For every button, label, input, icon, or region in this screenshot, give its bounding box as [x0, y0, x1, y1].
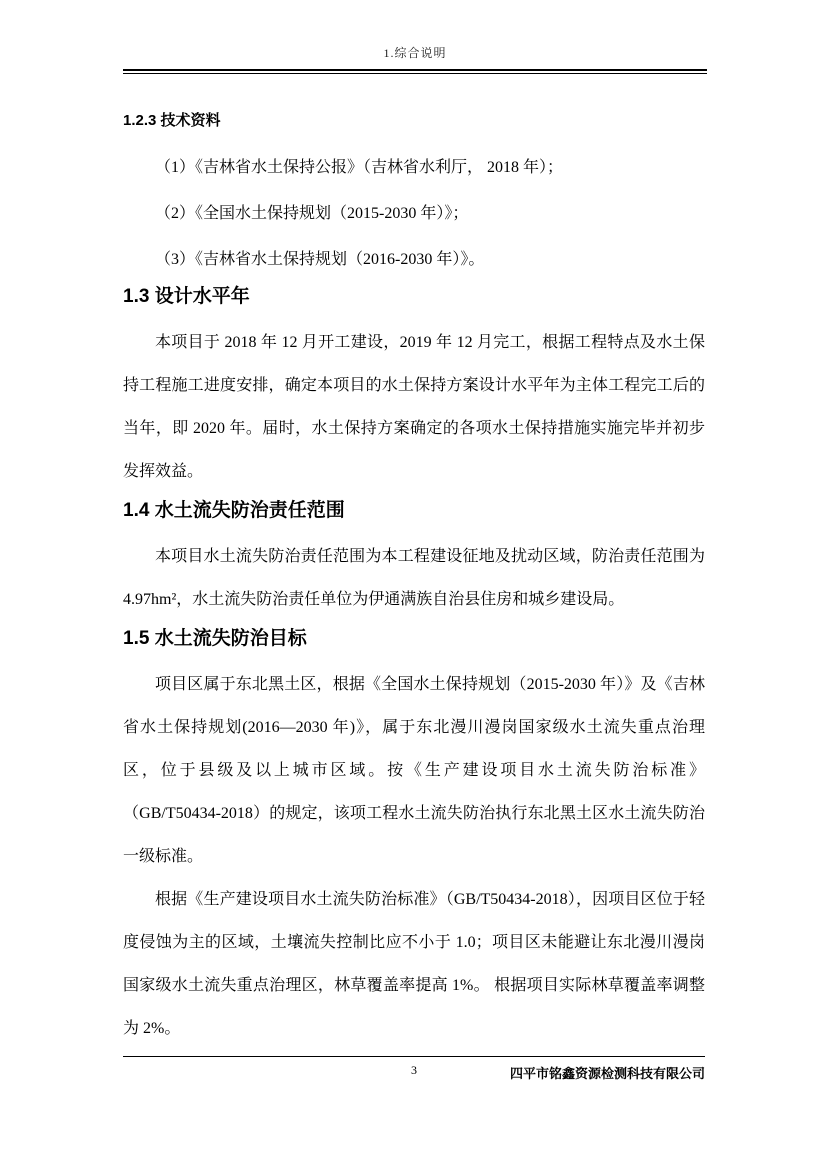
section-heading-1-3: 1.3 设计水平年	[123, 286, 250, 307]
section-heading-1-4: 1.4 水土流失防治责任范围	[123, 500, 345, 521]
footer-row	[123, 1063, 705, 1089]
page-content	[123, 75, 705, 1056]
page-number: 3	[411, 1063, 417, 1077]
section-heading-1-5: 1.5 水土流失防治目标	[123, 628, 307, 649]
company-name: 四平市铭鑫资源检测科技有限公司	[509, 1066, 705, 1081]
paragraph-prevention-target-1: 项目区属于东北黑土区，根据《全国水土保持规划（2015-2030 年）》及《吉林省水土保持规划(2016—2030 年)》，属于东北漫川漫岗国家级水土流失重点治理区，位于县级及以上城市区域。按《生产建设项目水土流失防治标准》（GB/T50434-2018）的规定，该项工程水土流失防治执行东北黑土区水土流失防治一级标准。	[123, 676, 705, 865]
reference-list-item-1: （1）《吉林省水土保持公报》（吉林省水利厅， 2018 年）；	[155, 159, 564, 176]
reference-list-item-2: （2）《全国水土保持规划（2015-2030 年）》；	[155, 205, 469, 222]
reference-list-item-3: （3）《吉林省水土保持规划（2016-2030 年）》。	[155, 251, 485, 268]
header-chapter-title: 1.综合说明	[383, 46, 447, 60]
page-footer	[123, 1056, 705, 1089]
paragraph-design-year: 本项目于 2018 年 12 月开工建设，2019 年 12 月完工，根据工程特点及水土保持工程施工进度安排，确定本项目的水土保持方案设计水平年为主体工程完工后的当年，即 2020 年。届时，水土保持方案确定的各项水土保持措施实施完毕并初步发挥效益。	[123, 334, 705, 480]
header-double-rule	[123, 69, 707, 74]
paragraph-prevention-target-2: 根据《生产建设项目水土流失防治标准》（GB/T50434-2018），因项目区位于轻度侵蚀为主的区域，土壤流失控制比应不小于 1.0；项目区未能避让东北漫川漫岗国家级水土流失重点治理区，林草覆盖率提高 1%。 根据项目实际林草覆盖率调整为 2%。	[123, 891, 705, 1037]
section-heading-1-2-3: 1.2.3 技术资料	[123, 112, 221, 129]
page-header	[123, 0, 707, 74]
paragraph-responsibility-scope: 本项目水土流失防治责任范围为本工程建设征地及扰动区域，防治责任范围为 4.97hm²，水土流失防治责任单位为伊通满族自治县住房和城乡建设局。	[123, 548, 705, 608]
